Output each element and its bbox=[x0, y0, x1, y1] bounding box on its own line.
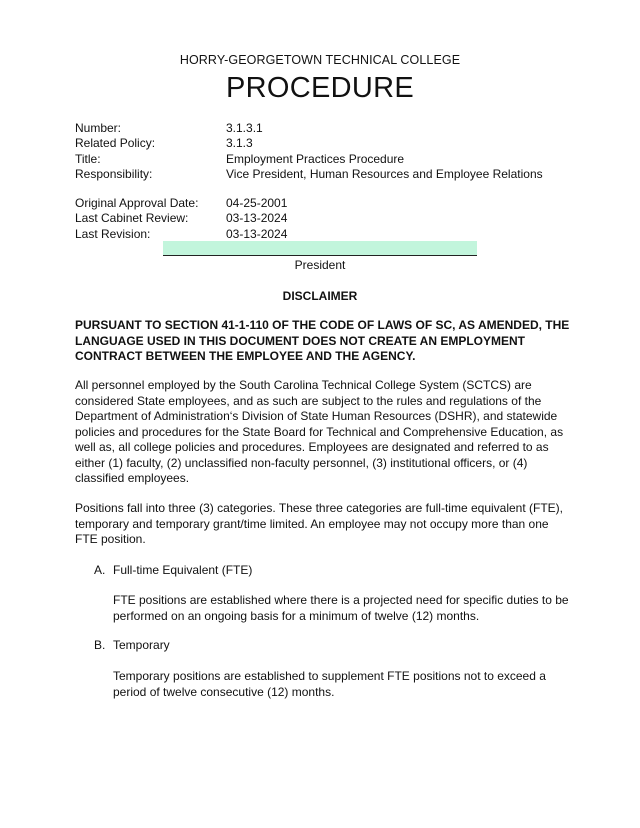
metadata-row-related-policy bbox=[75, 136, 543, 151]
metadata-label: Title: bbox=[75, 151, 101, 166]
body-paragraph: Positions fall into three (3) categories. These three categories are full-time equivalent (FTE), temporary and temporary grant/time limited. An employee may not occupy more than one FTE position. bbox=[75, 501, 564, 546]
list-marker: A. bbox=[94, 563, 106, 577]
body-paragraph: All personnel employed by the South Carolina Technical College System (SCTCS) are considered State employees, and as such are subject to the rules and regulations of the Department of Administration‘s Division of State Human Resources (DSHR), and statewide policies and procedures for the State Board for Technical and Comprehensive Education, as well as, all college policies and procedures. Employees are designated and referred to as either (1) faculty, (2) unclassified non-faculty personnel, (3) institutional officers, or (4) classified employees. bbox=[75, 378, 564, 485]
metadata-label: Responsibility: bbox=[75, 166, 153, 181]
signature-label: President bbox=[294, 258, 346, 272]
metadata-value: 03-13-2024 bbox=[226, 226, 288, 241]
metadata-value: Vice President, Human Resources and Employee Relations bbox=[226, 166, 543, 181]
metadata-label: Number: bbox=[75, 121, 122, 135]
list-item-heading: Full-time Equivalent (FTE) bbox=[113, 563, 253, 577]
list-marker: B. bbox=[94, 638, 106, 652]
disclaimer-heading: DISCLAIMER bbox=[282, 289, 358, 303]
metadata-row-last-revision bbox=[75, 227, 287, 242]
list-item-temporary bbox=[94, 638, 170, 654]
document-type-title: PROCEDURE bbox=[226, 72, 414, 104]
metadata-value: 04-25-2001 bbox=[226, 196, 288, 210]
metadata-row-cabinet-review bbox=[75, 211, 287, 226]
metadata-row-responsibility bbox=[75, 167, 543, 182]
metadata-label: Last Cabinet Review: bbox=[75, 211, 189, 226]
metadata-value: Employment Practices Procedure bbox=[226, 151, 405, 166]
procedure-metadata bbox=[75, 121, 543, 182]
metadata-value: 3.1.3.1 bbox=[226, 121, 263, 135]
metadata-value: 03-13-2024 bbox=[226, 211, 288, 226]
list-item-heading: Temporary bbox=[113, 638, 170, 652]
metadata-row-original-approval bbox=[75, 196, 287, 211]
metadata-row-title bbox=[75, 152, 543, 167]
list-item-description: FTE positions are established where there is a projected need for specific duties to be performed on an ongoing basis for a minimum of twelve (12) months. bbox=[113, 593, 569, 623]
metadata-label: Related Policy: bbox=[75, 136, 156, 151]
metadata-label: Last Revision: bbox=[75, 226, 151, 241]
list-item-fte bbox=[94, 563, 252, 579]
metadata-value: 3.1.3 bbox=[226, 136, 253, 151]
metadata-row-number bbox=[75, 121, 543, 136]
list-item-description: Temporary positions are established to supplement FTE positions not to exceed a period of twelve consecutive (12) months. bbox=[113, 669, 546, 699]
metadata-label: Original Approval Date: bbox=[75, 196, 199, 210]
college-name: HORRY-GEORGETOWN TECHNICAL COLLEGE bbox=[179, 53, 461, 67]
disclaimer-text: PURSUANT TO SECTION 41-1-110 OF THE CODE OF LAWS OF SC, AS AMENDED, THE LANGUAGE USED IN THIS DOCUMENT DOES NOT CREATE AN EMPLOYMENT CONTRACT BETWEEN THE EMPLOYEE AND THE AGENCY. bbox=[75, 318, 570, 363]
approval-metadata bbox=[75, 196, 287, 242]
signature-line[interactable] bbox=[163, 241, 477, 256]
